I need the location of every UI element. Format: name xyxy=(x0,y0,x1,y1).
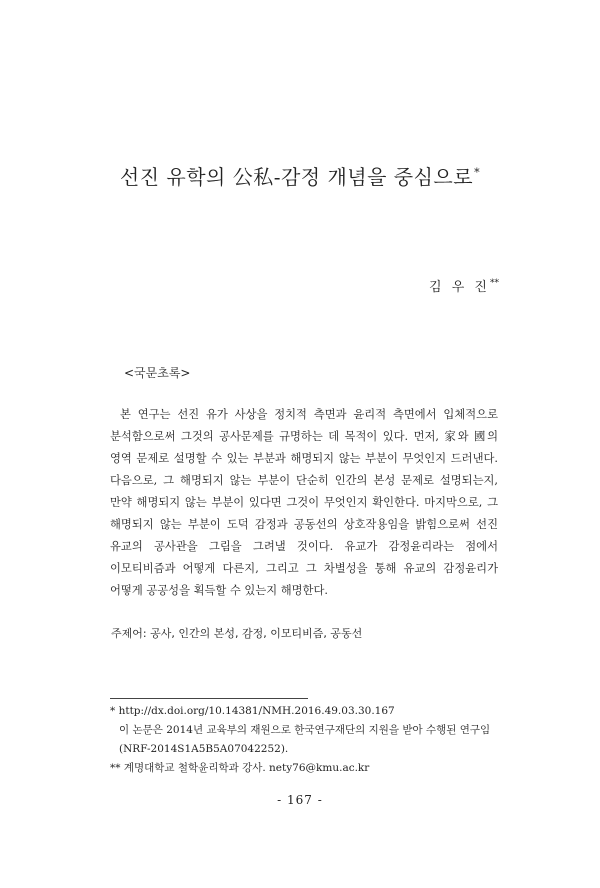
paper-title xyxy=(0,161,600,190)
abstract-heading: <국문초록> xyxy=(124,366,191,380)
footnote-funding: 이 논문은 2014년 교육부의 재원으로 한국연구재단의 지원을 받아 수행된 연구임 (NRF-2014S1A5B5A07042252). xyxy=(119,724,491,755)
abstract-body: 본 연구는 선진 유가 사상을 정치적 측면과 윤리적 측면에서 입체적으로 분석함으로써 그것의 공사문제를 규명하는 데 목적이 있다. 먼저, 家와 國의 영역 문제로 설명할 수 있는 부분과 해명되지 않는 부분이 무엇인지 드러낸다. 다음으로, 그 해명되지 않는 부분이 단순히 인간의 본성 문제로 설명되는지, 만약 해명되지 않는 부분이 있다면 그것이 무엇인지 확인한다. 마지막으로, 그 해명되지 않는 부분이 도덕 감정과 공동선의 상호작용임을 밝힘으로써 선진 유교의 공사관을 그림을 그려낼 것이다. 유교가 감정윤리라는 점에서 이모티비즘과 어떻게 다른지, 그리고 그 차별성을 통해 유교의 감정윤리가 어떻게 공공성을 획득할 수 있는지 해명한다. xyxy=(110,408,498,597)
title-footnote-marker: * xyxy=(474,166,481,180)
paper-title-text: 선진 유학의 公私-감정 개념을 중심으로 xyxy=(119,165,474,189)
footnotes xyxy=(110,702,498,778)
author-footnote-marker: ** xyxy=(490,278,499,289)
footnote-doi: * http://dx.doi.org/10.14381/NMH.2016.49.03.30.167 xyxy=(110,705,395,717)
author xyxy=(429,276,499,295)
keywords: 주제어: 공사, 인간의 본성, 감정, 이모티비즘, 공동선 xyxy=(111,627,363,640)
footnote-affiliation: ** 계명대학교 철학윤리학과 강사. nety76@kmu.ac.kr xyxy=(110,762,370,774)
page-number: - 167 - xyxy=(277,793,323,807)
footnote-divider xyxy=(110,698,308,699)
author-name: 김 우 진 xyxy=(429,280,490,295)
